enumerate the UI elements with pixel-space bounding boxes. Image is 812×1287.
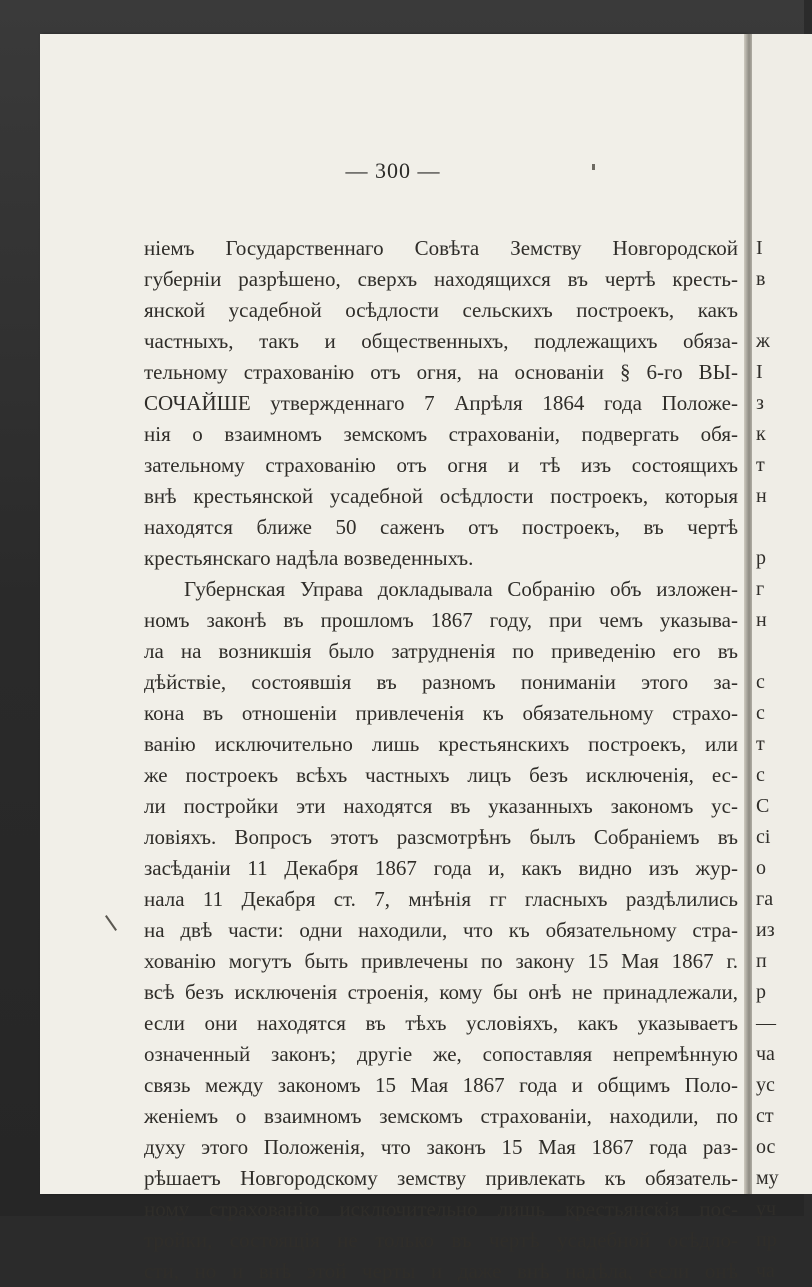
facing-page-fragment: пр — [756, 1229, 777, 1251]
text-line: крестьянскаго надѣла возведенныхъ. — [144, 546, 474, 570]
text-line: женіемъ о взаимномъ земскомъ страхованіи, находили, по — [144, 1104, 738, 1128]
facing-page-fragment: из — [756, 919, 775, 941]
facing-page-fragment: ж — [756, 330, 770, 352]
ink-speck — [592, 164, 595, 170]
facing-page-fragment — [756, 512, 806, 543]
text-line: янской усадебной осѣдлости сельскихъ построекъ, какъ — [144, 298, 738, 322]
facing-page-text — [756, 233, 806, 1287]
facing-page-fragment: уч — [756, 1198, 777, 1220]
text-line: рѣшаетъ Новгородскому земству привлекать къ обязатель- — [144, 1166, 738, 1190]
text-line: ли постройки эти находятся въ указанныхъ закономъ ус- — [144, 794, 738, 818]
text-line: означенный законъ; другіе же, сопоставляя непремѣнную — [144, 1042, 738, 1066]
facing-page-fragment: р — [756, 547, 766, 569]
facing-page-fragment: т — [756, 733, 765, 755]
facing-page-fragment: к — [756, 423, 766, 445]
facing-page-fragment: — — [756, 1012, 776, 1034]
facing-page-fragment: ча — [756, 1260, 775, 1282]
text-line: нія о взаимномъ земскомъ страхованіи, подвергать обя- — [144, 422, 738, 446]
facing-page-fragment: р — [756, 981, 766, 1003]
facing-page-fragment: т — [756, 454, 765, 476]
facing-page-fragment: ус — [756, 1074, 775, 1096]
text-line: ніемъ Государственнаго Совѣта Земству Новгородской — [144, 236, 738, 260]
facing-page-fragment: му — [756, 1167, 779, 1189]
text-line: находятся ближе 50 саженъ отъ построекъ, въ чертѣ — [144, 515, 738, 539]
text-line: губерніи разрѣшено, сверхъ находящихся въ чертѣ кресть- — [144, 267, 738, 291]
text-line: нала 11 Декабря ст. 7, мнѣнія гг гласныхъ раздѣлились — [144, 887, 738, 911]
text-line: тройки, состоящія не только въ чертѣ усадебной осѣдло- — [144, 1228, 738, 1252]
facing-page-fragment: в — [756, 268, 766, 290]
facing-page-fragment: п — [756, 950, 767, 972]
body-text — [144, 233, 738, 1287]
facing-page-fragment: н — [756, 485, 767, 507]
text-line: хованію могутъ быть привлечены по закону 15 Мая 1867 г. — [144, 949, 738, 973]
ink-mark — [105, 915, 117, 931]
text-line: СОЧАЙШЕ утвержденнаго 7 Апрѣля 1864 года Положе- — [144, 391, 738, 415]
facing-page-fragment: с — [756, 671, 765, 693]
text-line: внѣ крестьянской усадебной осѣдлости построекъ, которыя — [144, 484, 738, 508]
facing-page-fragment: н — [756, 609, 767, 631]
text-line: номъ законѣ въ прошломъ 1867 году, при чемъ указыва- — [144, 608, 738, 632]
facing-page-fragment: ча — [756, 1043, 775, 1065]
facing-page-fragment: I — [756, 361, 763, 383]
text-line: дѣйствіе, состоявшія въ разномъ пониманіи этого за- — [144, 670, 738, 694]
text-line: засѣданіи 11 Декабря 1867 года и, какъ видно изъ жур- — [144, 856, 738, 880]
text-line: Губернская Управа докладывала Собранію объ изложен- — [184, 577, 738, 601]
text-line: связь между закономъ 15 Мая 1867 года и общимъ Поло- — [144, 1073, 738, 1097]
facing-page-fragment: С — [756, 795, 770, 817]
text-line: всѣ безъ исключенія строенія, кому бы онѣ не принадлежали, — [144, 980, 738, 1004]
text-line: зательному страхованію отъ огня и тѣ изъ состоящихъ — [144, 453, 738, 477]
facing-page-fragment: г — [756, 578, 765, 600]
text-line: на двѣ части: одни находили, что къ обязательному стра- — [144, 918, 738, 942]
facing-page-fragment: га — [756, 888, 774, 910]
text-line: ловіяхъ. Вопросъ этотъ разсмотрѣнъ былъ Собраніемъ въ — [144, 825, 738, 849]
text-line: духу этого Положенія, что законъ 15 Мая 1867 года раз- — [144, 1135, 738, 1159]
text-line: частныхъ, такъ и общественныхъ, подлежащихъ обяза- — [144, 329, 738, 353]
facing-page-fragment: ос — [756, 1136, 776, 1158]
text-line: если они находятся въ тѣхъ условіяхъ, какъ указываетъ — [144, 1011, 738, 1035]
book-page — [40, 34, 746, 1283]
page-number: — 300 — — [345, 158, 441, 183]
facing-page-fragment: I — [756, 237, 763, 259]
text-line: ла на возникшія было затрудненія по приведенію его въ — [144, 639, 738, 663]
text-line: же построекъ всѣхъ частныхъ лицъ безъ исключенія, ес- — [144, 763, 738, 787]
facing-page-fragment: с — [756, 702, 765, 724]
text-line: кона въ отношеніи привлеченія къ обязательному страхо- — [144, 701, 738, 725]
facing-page-fragment: с — [756, 764, 765, 786]
facing-page-fragment — [756, 295, 806, 326]
facing-page-fragment: ст — [756, 1105, 774, 1127]
facing-page-edge — [752, 34, 812, 1282]
text-line: сти, но и внѣ этой черты и даже внѣ надѣла, если онѣ — [144, 1259, 738, 1283]
facing-page-fragment: сі — [756, 826, 771, 848]
facing-page-fragment: о — [756, 857, 766, 879]
text-line: тельному страхованію отъ огня, на основаніи § 6-го ВЫ- — [144, 360, 738, 384]
facing-page-fragment — [756, 636, 806, 667]
facing-page-fragment: з — [756, 392, 764, 414]
text-line: ванію исключительно лишь крестьянскихъ построекъ, или — [144, 732, 738, 756]
text-line: ному страхованію исключительно лишь крестьянскія пос- — [144, 1197, 738, 1221]
